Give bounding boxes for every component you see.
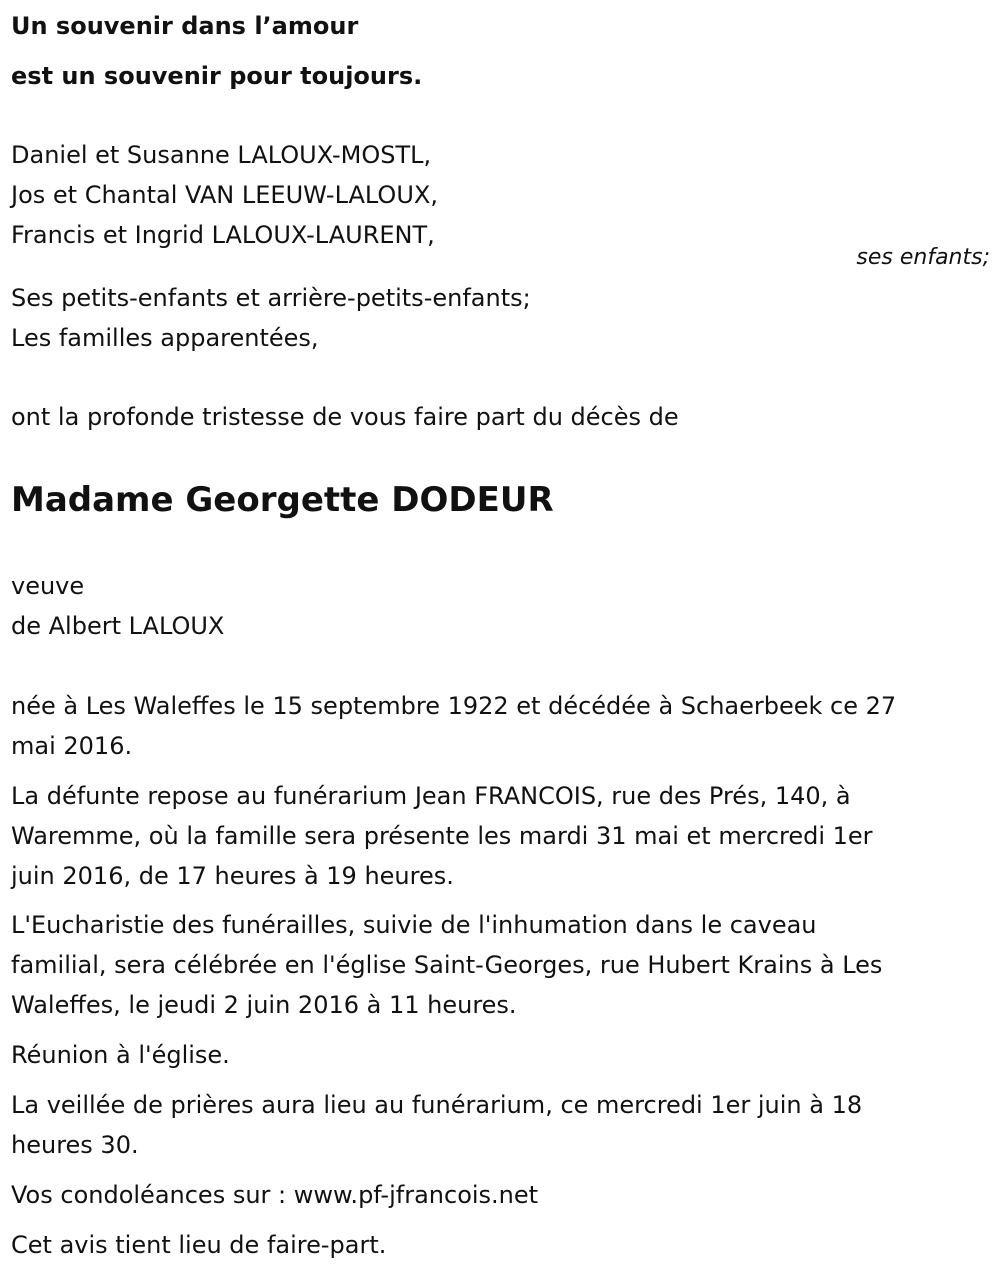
children-role: ses enfants; <box>856 245 990 270</box>
rest-line-3: juin 2016, de 17 heures à 19 heures. <box>11 862 454 890</box>
condolences-line: Vos condoléances sur : www.pf-jfrancois.net <box>11 1181 539 1209</box>
announcement: ont la profonde tristesse de vous faire part du décès de <box>11 403 679 431</box>
child-name-1: Daniel et Susanne LALOUX-MOSTL, <box>11 141 432 169</box>
funeral-line-2: familial, sera célébrée en l'église Saint-Georges, rue Hubert Krains à Les <box>11 951 883 979</box>
spouse-name: de Albert LALOUX <box>11 612 225 640</box>
rest-line-2: Waremme, où la famille sera présente les mardi 31 mai et mercredi 1er <box>11 822 873 850</box>
widow-label: veuve <box>11 572 85 600</box>
quote-line-2: est un souvenir pour toujours. <box>11 62 423 90</box>
vigil-line-2: heures 30. <box>11 1131 139 1159</box>
funeral-line-1: L'Eucharistie des funérailles, suivie de l'inhumation dans le caveau <box>11 911 817 939</box>
birth-death-line-2: mai 2016. <box>11 732 133 760</box>
family-line-2: Les familles apparentées, <box>11 324 319 352</box>
child-name-2: Jos et Chantal VAN LEEUW-LALOUX, <box>11 181 438 209</box>
vigil-line-1: La veillée de prières aura lieu au funérarium, ce mercredi 1er juin à 18 <box>11 1091 863 1119</box>
family-line-1: Ses petits-enfants et arrière-petits-enfants; <box>11 284 531 312</box>
meeting-note: Réunion à l'église. <box>11 1041 230 1069</box>
birth-death-line-1: née à Les Waleffes le 15 septembre 1922 et décédée à Schaerbeek ce 27 <box>11 692 897 720</box>
quote-line-1: Un souvenir dans l’amour <box>11 12 359 40</box>
child-name-3: Francis et Ingrid LALOUX-LAURENT, <box>11 221 435 249</box>
notice-line: Cet avis tient lieu de faire-part. <box>11 1231 387 1259</box>
deceased-name: Madame Georgette DODEUR <box>11 480 554 520</box>
funeral-line-3: Waleffes, le jeudi 2 juin 2016 à 11 heures. <box>11 991 517 1019</box>
rest-line-1: La défunte repose au funérarium Jean FRANCOIS, rue des Prés, 140, à <box>11 782 851 810</box>
